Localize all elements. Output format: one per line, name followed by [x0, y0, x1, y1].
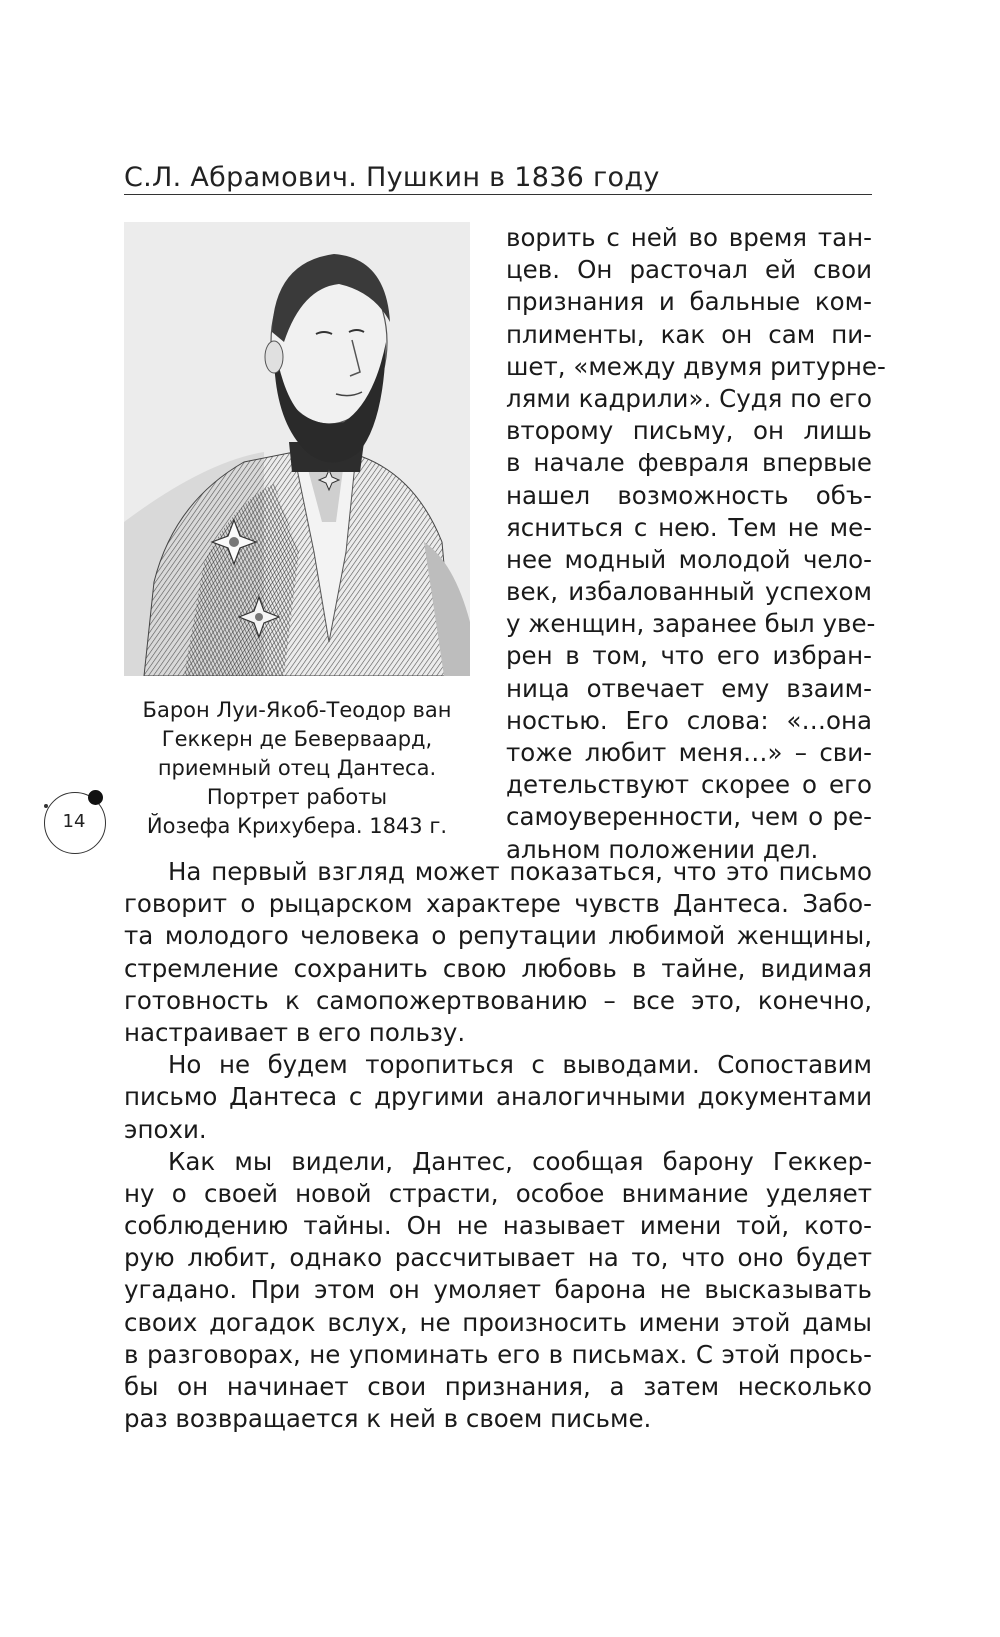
text-line: ница отвечает ему взаим- — [506, 673, 872, 703]
text-line: готовность к самопожертвованию – все это, конечно, — [124, 985, 872, 1015]
text-line: рую любит, однако рассчитывает на то, что оно будет — [124, 1243, 872, 1273]
caption-line: Йозефа Крихубера. 1843 г. — [146, 814, 448, 838]
text-line: эпохи. — [124, 1114, 207, 1144]
text-line: своих догадок вслух, не произносить имени этой дамы — [124, 1307, 872, 1337]
text-line: в начале февраля впервые — [506, 448, 872, 478]
text-line: признания и бальные ком- — [506, 287, 872, 317]
badge-small-dot-icon — [44, 804, 48, 808]
text-line: в разговорах, не упоминать его в письмах. С этой прось- — [124, 1339, 872, 1369]
portrait-image — [124, 222, 470, 676]
text-line: шет, «между двумя ритурне- — [506, 351, 886, 381]
text-line: второму письму, он лишь — [506, 416, 872, 446]
text-line: ворить с ней во время тан- — [506, 223, 872, 252]
text-line: рен в том, что его избран- — [506, 641, 872, 671]
text-line: альном положении дел. — [506, 834, 819, 864]
portrait-engraving — [124, 222, 470, 676]
paragraph-first-line: Как мы видели, Дантес, сообщая барону Геккер- — [168, 1146, 872, 1176]
text-line: письмо Дантеса с другими аналогичными документами — [124, 1082, 872, 1112]
text-line: цев. Он расточал ей свои — [506, 255, 872, 285]
text-line: раз возвращается к ней в своем письме. — [124, 1404, 652, 1434]
text-line: век, избалованный успехом — [506, 577, 872, 607]
text-line: угадано. При этом он умоляет барона не высказывать — [124, 1275, 872, 1305]
text-line: тоже любит меня…» – сви- — [506, 738, 872, 767]
text-line: детельствуют скорее о его — [506, 770, 872, 800]
text-line: ностью. Его слова: «…она — [506, 705, 872, 735]
caption-line: Барон Луи-Якоб-Теодор ван — [142, 698, 452, 722]
text-line: говорит о рыцарском характере чувств Дантеса. Забо- — [124, 889, 872, 919]
paragraph-first-line: Но не будем торопиться с выводами. Сопоставим — [168, 1050, 872, 1080]
text-line: ясниться с нею. Тем не ме- — [506, 512, 872, 542]
text-line: лями кадрили». Судя по его — [506, 383, 872, 413]
text-line: нашел возможность объ- — [506, 480, 872, 510]
page-number: 14 — [62, 811, 86, 832]
caption-line: приемный отец Дантеса. — [157, 756, 437, 780]
text-line: нее модный молодой чело- — [506, 544, 872, 574]
text-line: соблюдению тайны. Он не называет имени той, кото- — [124, 1211, 872, 1241]
main-body-text — [124, 856, 872, 1435]
side-column-text — [506, 222, 886, 866]
text-line: та молодого человека о репутации любимой женщины, — [124, 921, 872, 951]
text-line: настраивает в его пользу. — [124, 1017, 466, 1047]
text-line: бы он начинает свои признания, а затем несколько — [124, 1372, 872, 1401]
caption-line: Геккерн де Беверваард, — [161, 727, 433, 751]
paragraph-first-line: На первый взгляд может показаться, что это письмо — [168, 857, 872, 886]
portrait-caption — [112, 696, 482, 841]
caption-line: Портрет работы — [206, 785, 388, 809]
text-line: самоуверенности, чем о ре- — [506, 802, 872, 832]
text-line: ну о своей новой страсти, особое внимание уделяет — [124, 1178, 872, 1208]
running-head: С.Л. Абрамович. Пушкин в 1836 году — [124, 162, 660, 193]
badge-dot-icon — [88, 790, 103, 805]
text-line: стремление сохранить свою любовь в тайне, видимая — [124, 953, 872, 983]
header-divider — [124, 194, 872, 195]
text-line: плименты, как он сам пи- — [506, 319, 872, 349]
text-line: у женщин, заранее был уве- — [506, 609, 876, 639]
